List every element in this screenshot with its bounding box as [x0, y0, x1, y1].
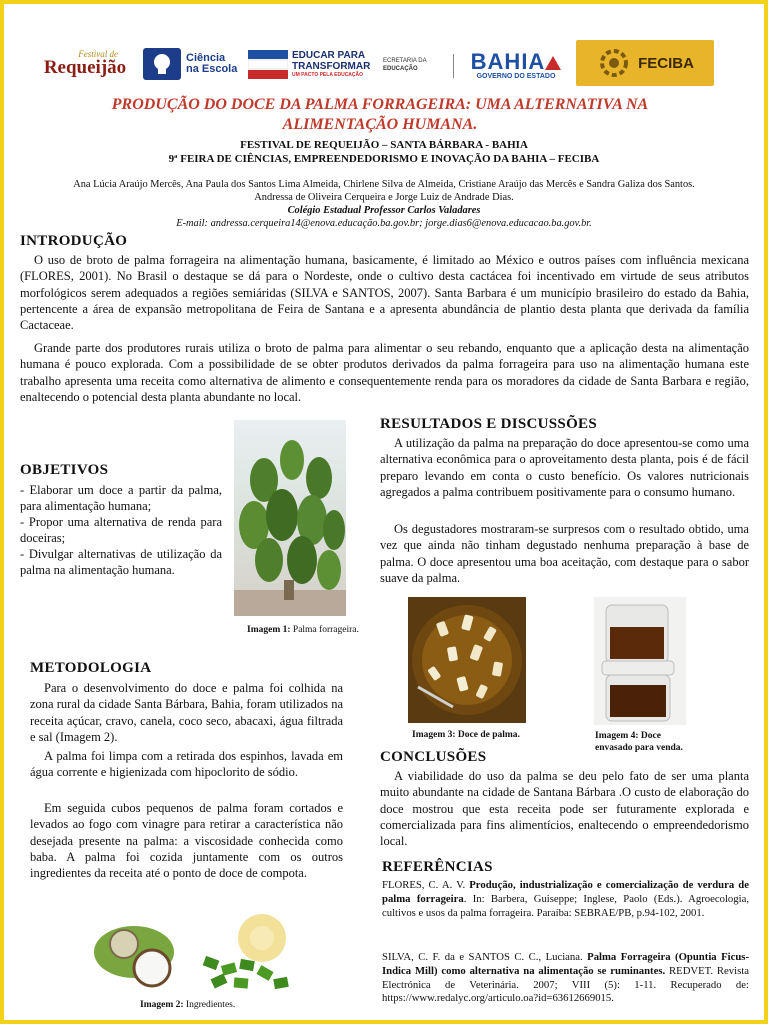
resultados-p2-text: Os degustadores mostraram-se surpresos com o resultado obtido, uma vez que ainda não tinham degustado nenhuma preparação à base de palma. O doce apresentou uma boa aceitação, com destaque para o sabor suave da palma. [380, 522, 749, 585]
metodologia-heading: METODOLOGIA [30, 660, 152, 676]
secretaria-educacao-logo [383, 54, 445, 76]
reference-1 [382, 879, 749, 920]
image-1-label: Imagem 1: [247, 625, 291, 635]
contact-email: E-mail: andressa.cerqueira14@enova.educação.ba.gov.br; jorge.dias6@enova.educacao.ba.gov.br. [176, 218, 592, 229]
festival-requeijao-logo [40, 42, 130, 84]
resultados-paragraph-1 [380, 435, 749, 500]
title-line-2: ALIMENTAÇÃO HUMANA. [282, 116, 478, 133]
event-line-2: 9ª FEIRA DE CIÊNCIAS, EMPREENDEDORISMO E INOVAÇÃO DA BAHIA – FECIBA [168, 152, 600, 165]
image-1-text: Palma forrageira. [290, 625, 359, 635]
bahia-triangle-icon [545, 54, 561, 70]
reference-1-details: . In: Barbera, Guiseppe; Inglese, Paolo (Eds.). Agroecologia, cultivos e usos da palma forrageira. Paraíba: SEBRAE/PB, p.94-102, 2001. [382, 892, 749, 919]
doce-envasado-photo [594, 597, 686, 725]
image-1-caption [247, 625, 359, 635]
conclusoes-p1-text: A viabilidade do uso da palma se deu pelo fato de ser uma planta muito abundante na cidade de Santana Bárbara .O custo de elaboração do doce mostrou que esta receita pode ser futuramente explorada e comercializada para fins alimentícios, enaltecendo o empreendedorismo local. [380, 769, 749, 849]
objetivo-item-1: - Elaborar um doce a partir da palma, para alimentação humana; [20, 483, 222, 513]
resultados-p1-text: A utilização da palma na preparação do doce apresentou-se como uma alternativa econômica para o aproveitamento desta planta, pois é de fácil preparo levando em conta o custo benefício. Os valores nutricionais agregados a palma contribuem positivamente para o consumo humano. [380, 436, 749, 499]
objetivos-list [20, 482, 222, 578]
logo-educar-line3: UM PACTO PELA EDUCAÇÃO [292, 71, 364, 78]
cactus-illustration [234, 420, 346, 616]
image-4-caption [595, 730, 683, 754]
image-4-caption-line-1: Imagem 4: Doce [595, 731, 661, 741]
reference-2 [382, 951, 749, 1006]
metodologia-paragraph-2 [30, 748, 343, 781]
image-3-caption: Imagem 3: Doce de palma. [412, 730, 520, 740]
conclusoes-paragraph [380, 768, 749, 849]
logo-secretaria-line2: EDUCAÇÃO [383, 66, 418, 72]
objetivo-item-2: - Propor uma alternativa de renda para doceiras; [20, 515, 222, 545]
resultados-heading: RESULTADOS E DISCUSSÕES [380, 416, 597, 432]
logo-feciba-text: FECIBA [638, 54, 694, 72]
event-info [14, 139, 754, 166]
title-line-1: PRODUÇÃO DO DOCE DA PALMA FORRAGEIRA: UMA ALTERNATIVA NA [111, 96, 649, 113]
doce-de-palma-photo [408, 597, 526, 723]
logo-secretaria-line1: ECRETARIA DA [383, 58, 427, 64]
feciba-logo [576, 40, 714, 86]
logo-ciencia-line2: na Escola [186, 63, 238, 75]
logo-requeijao-main: Requeijão [43, 57, 127, 78]
metodologia-p1-text: Para o desenvolvimento do doce e palma foi colhida na zona rural da cidade Santa Bárbara, Bahia, foram utilizados na receita açúcar, cravo, canela, coco seco, abacaxi, água filtrada e sal (Imagem 2). [30, 681, 343, 744]
cactus-photo [234, 420, 346, 616]
intro-heading: INTRODUÇÃO [20, 233, 128, 249]
image-2-caption [140, 1000, 235, 1010]
school-name: Colégio Estadual Professor Carlos Valadares [287, 205, 481, 216]
objetivo-item-3: - Divulgar alternativas de utilização da palma na alimentação humana. [20, 547, 222, 577]
metodologia-p3-text: Em seguida cubos pequenos de palma foram cortados e levados ao fogo com vinagre para retirar a característica não desejada presente na palma: a viscosidade conhecida como baba. A palma foi cozida juntamente com os outros ingredientes da receita até o ponto de doce de compota. [30, 801, 343, 881]
referencias-heading: REFERÊNCIAS [382, 859, 493, 875]
metodologia-paragraph-1 [30, 680, 343, 745]
bahia-governo-logo [462, 48, 570, 82]
educar-para-transformar-logo [248, 46, 378, 82]
logo-bahia-sub: GOVERNO DO ESTADO [476, 72, 556, 80]
poster-title [40, 95, 720, 135]
intro-p2-text: Grande parte dos produtores rurais utiliza o broto de palma para alimentar o seu rebando, enquanto que a aplicação desta na alimentação humana é pouco explorada. Com a possibilidade de se obter produtos derivados da palma forrageira para uso na alimentação humana este trabalho apresenta uma receita como alternativa de alimento e consequentemente renda para os moradores da cidade de Santa Barbara e região, enaltecendo o potencial desta planta abundante no local. [20, 341, 749, 404]
jar-illustration [594, 597, 686, 725]
intro-paragraph-1 [20, 252, 749, 333]
authors-line-1: Ana Lúcia Araújo Mercês, Ana Paula dos Santos Lima Almeida, Chirlene Silva de Almeida, Cristiane Araújo das Mercês e Sandra Galiza dos Santos. [73, 179, 695, 190]
logo-divider [453, 54, 454, 78]
reference-2-details: REDVET. Revista Electrónica de Veterinária. 2007; VIII (5): 1-11. Recuperado de: https://www.redalyc.org/articulo.oa?id=63612669015. [382, 964, 749, 1005]
intro-p1-text: O uso de broto de palma forrageira na alimentação humana, basicamente, é limitado ao México e outros países com influência mexicana (FLORES, 2001). No Brasil o destaque se dá para o Nordeste, onde o cultivo desta cactácea foi incentivado em virtude de seus atributos morfológicos serem adequados a regiões semiáridas (SILVA e SANTOS, 2007). Santa Barbara é um município brasileiro do estado da Bahia, pertencente a área de expansão metropolitana de Feira de Santana e a apresenta abundância de plantio desta planta que derivada da família Cactaceae. [20, 253, 749, 333]
metodologia-p2-text: A palma foi limpa com a retirada dos espinhos, lavada em água corrente e higienizada com hipoclorito de sódio. [30, 749, 343, 780]
gear-icon [596, 45, 632, 81]
reference-2-author: SILVA, C. F. da e SANTOS C. C., Luciana. [382, 951, 588, 963]
image-2-text: Ingredientes. [183, 1000, 236, 1010]
logo-bahia-main: BAHIA [470, 48, 546, 74]
ingredientes-photo [94, 912, 294, 994]
reference-1-author: FLORES, C. A. V. [382, 879, 470, 891]
logo-educar-line2: TRANSFORMAR [292, 60, 371, 72]
flag-icon [248, 48, 288, 80]
image-4-caption-line-2: envasado para venda. [595, 743, 683, 753]
conclusoes-heading: CONCLUSÕES [380, 749, 487, 765]
ciencia-na-escola-logo [142, 46, 242, 82]
image-2-label: Imagem 2: [140, 1000, 184, 1010]
reference-1-title: Produção, industrialização e comercialização de verdura de palma forrageira [382, 879, 749, 905]
authors-line-2: Andressa de Oliveira Cerqueira e Jorge Luiz de Andrade Dias. [254, 192, 514, 203]
doce-illustration [408, 597, 526, 723]
authors [14, 178, 754, 230]
reference-2-title: Palma Forrageira (Opuntia Ficus- Indica Mill) como alternativa na alimentação se ruminantes. [382, 951, 750, 977]
ingredients-illustration [94, 912, 294, 994]
objetivos-heading: OBJETIVOS [20, 462, 109, 478]
lightbulb-icon [142, 47, 182, 81]
intro-paragraph-2 [20, 340, 749, 405]
logo-requeijao-top: Festival de [78, 49, 118, 59]
logo-educar-line1: EDUCAR PARA [292, 49, 366, 61]
resultados-paragraph-2 [380, 521, 749, 586]
event-line-1: FESTIVAL DE REQUEIJÃO – SANTA BÁRBARA - BAHIA [240, 139, 528, 151]
logo-ciencia-line1: Ciência [186, 52, 226, 64]
metodologia-paragraph-3 [30, 800, 343, 881]
